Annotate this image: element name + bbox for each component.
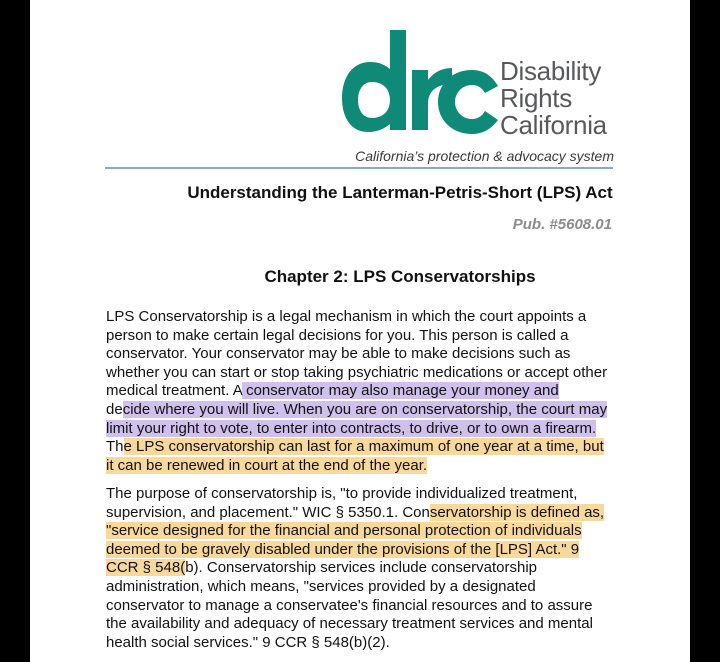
logo-wordmark — [500, 58, 607, 139]
paragraph-1 — [106, 308, 626, 475]
p1-line-8 — [106, 438, 626, 457]
purple-highlight: conservator may also manage your money and — [241, 382, 559, 400]
p1-line-3: conservator. Your conservator may be able to make decisions such as — [106, 345, 571, 363]
p1-line-6a: de — [106, 400, 123, 418]
logo-line-2: Rights — [500, 83, 572, 113]
purple-highlight: hen you are on conservatorship, the court may — [297, 400, 608, 418]
logo-tagline: California’s protection & advocacy system — [355, 148, 614, 164]
document-page — [30, 0, 690, 662]
p1-line-1: LPS Conservatorship is a legal mechanism in which the court appoints a — [106, 308, 587, 325]
p1-line-6 — [106, 401, 626, 420]
header-divider — [105, 167, 613, 169]
p1-line-5a: medical treatment. A — [106, 382, 242, 400]
p2-line-5 — [106, 559, 626, 578]
p2-line-5b: b). Conservatorship services include conservatorship — [185, 559, 538, 577]
p2-line-2 — [106, 504, 626, 523]
p2-line-1: The purpose of conservatorship is, "to provide individualized treatment, — [106, 485, 578, 502]
orange-highlight: deemed to be gravely disabled under the provisions of the [LPS] Act." 9 — [106, 540, 580, 558]
chapter-title: Chapter 2: LPS Conservatorships — [264, 267, 536, 286]
logo-line-1: Disability — [500, 56, 602, 86]
p2-line-2a: supervision, and placement." WIC § 5350.1. Con — [106, 503, 430, 521]
orange-highlight: CCR § 548( — [106, 559, 186, 577]
p2-line-6: administration, which means, "services provided by a designated — [106, 577, 536, 595]
p2-line-4 — [106, 541, 626, 560]
p2-line-9: health social services." 9 CCR § 548(b)(2). — [106, 633, 390, 651]
p1-line-4: whether you can start or stop taking psychiatric medications or accept other — [106, 363, 608, 381]
orange-highlight: it can be renewed in court at the end of the year. — [106, 456, 428, 474]
p2-line-3 — [106, 522, 626, 541]
logo-line-3: California — [500, 110, 607, 140]
p1-line-9 — [106, 457, 626, 476]
purple-highlight: limit your right to vote, to enter into contracts, to drive, or to own a firearm. — [106, 419, 597, 437]
purple-highlight: cide where you will live. W — [122, 400, 298, 418]
drc-logo-mark — [342, 26, 498, 138]
orange-highlight: "service designed for the financial and personal protection of individuals — [106, 522, 582, 540]
p1-line-8a: Th — [106, 438, 124, 456]
p2-line-7: conservator to manage a conservatee's financial resources and to assure — [106, 596, 593, 614]
p1-line-2: person to make certain legal decisions for you. This person is called a — [106, 326, 569, 344]
p1-line-5 — [106, 382, 626, 401]
document-title: Understanding the Lanterman-Petris-Short (LPS) Act — [187, 183, 613, 202]
p1-line-7 — [106, 420, 626, 439]
paragraph-2 — [106, 485, 626, 652]
orange-highlight: e LPS conservatorship can last for a maximum of one year at a time, but — [123, 438, 604, 456]
p2-line-8: the availability and adequacy of necessary treatment services and mental — [106, 615, 593, 633]
orange-highlight: servatorship is defined as, — [429, 503, 605, 521]
publication-number: Pub. #5608.01 — [512, 216, 612, 233]
